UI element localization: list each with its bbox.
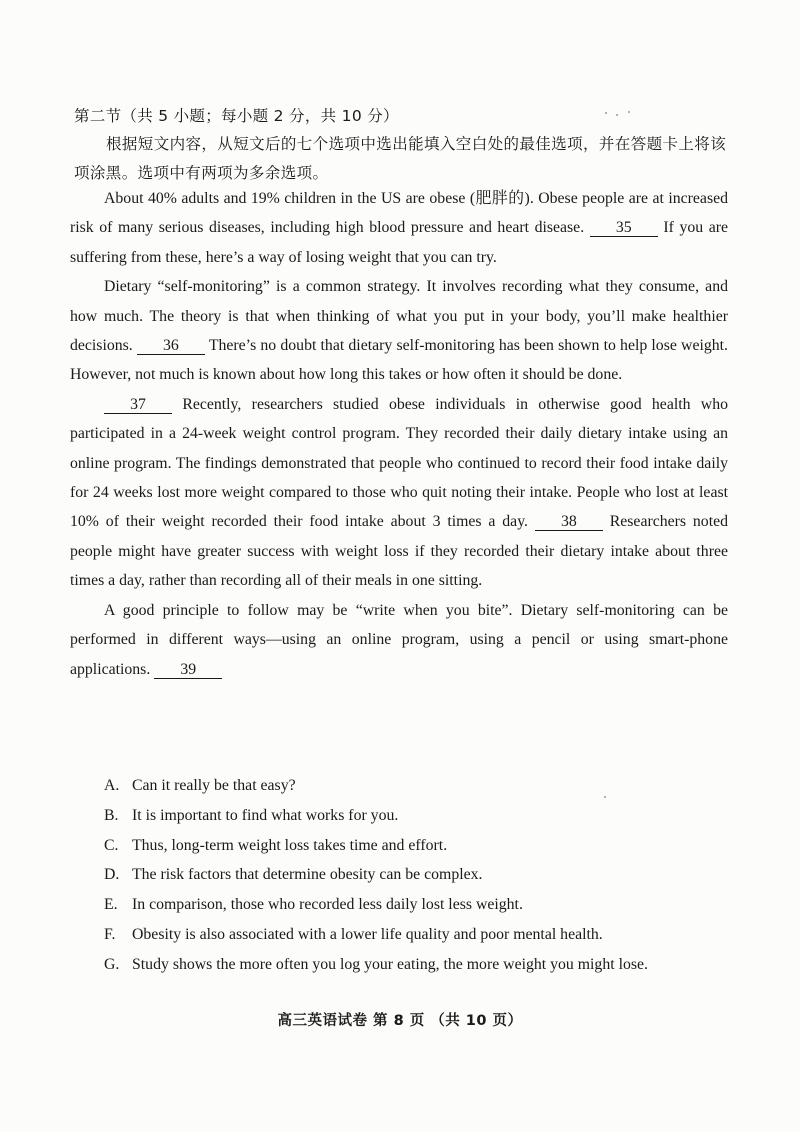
option-text: Study shows the more often you log your eating, the more weight you might lose. bbox=[132, 955, 648, 973]
option-text: Can it really be that easy? bbox=[132, 777, 296, 794]
answer-options bbox=[104, 771, 724, 980]
option-letter: E. bbox=[104, 896, 118, 914]
paragraph-text: About 40% adults and 19% children in the US are obese (肥胖的). Obese people are at increased risk of many serious diseases, including high blood pressure and heart disease. bbox=[70, 190, 728, 237]
answer-blank-36: 36 bbox=[137, 338, 205, 355]
section-instruction: 根据短文内容，从短文后的七个选项中选出能填入空白处的最佳选项，并在答题卡上将该项涂黑。选项中有两项为多余选项。 bbox=[74, 135, 727, 182]
passage-paragraph-3 bbox=[70, 390, 728, 596]
paragraph-text: A good principle to follow may be “write when you bite”. Dietary self-monitoring can be performed in different ways—using an online program, using a pencil or using smart-phone applications. bbox=[70, 601, 728, 678]
scan-speck bbox=[628, 111, 630, 113]
section-heading: 第二节（共 5 小题；每小题 2 分，共 10 分） bbox=[74, 107, 399, 125]
paragraph-text: If you are suffering from these, here’s a way of losing weight that you can try. bbox=[70, 219, 729, 266]
scan-speck bbox=[616, 114, 618, 116]
option-letter: F. bbox=[104, 925, 116, 943]
option-text: It is important to find what works for you. bbox=[132, 806, 399, 824]
paragraph-text: There’s no doubt that dietary self-monitoring has been shown to help lose weight. However, not much is known about how long this takes or how often it should be done. bbox=[70, 337, 728, 384]
scan-speck bbox=[605, 112, 607, 114]
option-text: Thus, long-term weight loss takes time and effort. bbox=[132, 836, 448, 854]
passage-paragraph-4 bbox=[70, 596, 728, 684]
scan-speck bbox=[604, 796, 606, 798]
option-g bbox=[104, 950, 724, 980]
option-f bbox=[104, 920, 724, 950]
paragraph-text: Researchers noted people might have greater success with weight loss if they recorded their dietary intake about three times a day, rather than recording all of their meals in one sitting. bbox=[70, 513, 728, 590]
option-letter: G. bbox=[104, 955, 120, 973]
option-b bbox=[104, 801, 724, 831]
answer-blank-35: 35 bbox=[590, 220, 658, 237]
reading-passage bbox=[70, 184, 728, 684]
option-d bbox=[104, 860, 724, 890]
option-letter: B. bbox=[104, 806, 119, 824]
option-text: Obesity is also associated with a lower life quality and poor mental health. bbox=[132, 925, 603, 943]
paragraph-text: Dietary “self-monitoring” is a common strategy. It involves recording what they consume, and how much. The theory is that when thinking of what you put in your body, you’ll make healthier decisions. bbox=[70, 278, 728, 355]
option-text: The risk factors that determine obesity can be complex. bbox=[132, 866, 483, 884]
passage-paragraph-2 bbox=[70, 272, 728, 390]
page-footer: 高三英语试卷 第 8 页 （共 10 页） bbox=[277, 1013, 523, 1029]
option-c bbox=[104, 831, 724, 861]
option-letter: D. bbox=[104, 866, 120, 884]
option-letter: C. bbox=[104, 836, 119, 854]
option-text: In comparison, those who recorded less daily lost less weight. bbox=[132, 896, 523, 914]
answer-blank-39: 39 bbox=[154, 662, 222, 679]
paragraph-text: Recently, researchers studied obese individuals in otherwise good health who participated in a 24-week weight control program. They recorded their daily dietary intake using an online program. The findings demonstrated that people who continued to record their food intake daily for 24 weeks lost more weight compared to those who quit noting their intake. People who lost at least 10% of their weight recorded their food intake about 3 times a day. bbox=[70, 395, 729, 531]
option-letter: A. bbox=[104, 777, 120, 794]
option-e bbox=[104, 890, 724, 920]
answer-blank-37: 37 bbox=[104, 397, 172, 414]
answer-blank-38: 38 bbox=[535, 514, 603, 531]
passage-paragraph-1 bbox=[70, 184, 728, 272]
option-a bbox=[104, 771, 724, 801]
